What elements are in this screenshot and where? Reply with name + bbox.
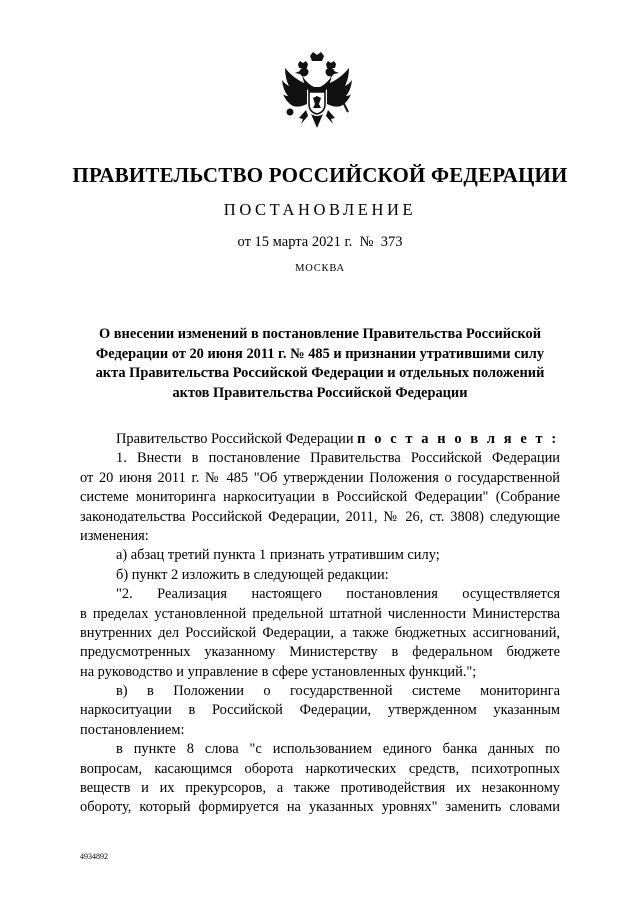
body-line: а) абзац третий пункта 1 признать утратившим силу; (116, 547, 440, 564)
government-title: ПРАВИТЕЛЬСТВО РОССИЙСКОЙ ФЕДЕРАЦИИ (72, 163, 568, 187)
subject-line: актов Правительства Российской Федерации (172, 385, 468, 402)
body-line: от 20 июня 2011 г. № 485 "Об утверждении Положения о государственной (80, 469, 560, 486)
body-line: предусмотренных указанному Министерству в федеральном бюджете (80, 644, 560, 661)
body-line: внутренних дел Российской Федерации, а также бюджетных ассигнований, (80, 624, 560, 641)
body-line: законодательства Российской Федерации, 2011, № 26, ст. 3808) следующие (80, 508, 560, 525)
body-line: постановлением: (80, 721, 185, 738)
body-line: системе мониторинга наркоситуации в Российской Федерации" (Собрание (80, 489, 560, 506)
coat-of-arms-icon (276, 50, 358, 142)
body-line: обороту, который формируется на указанных уровнях" заменить словами (80, 799, 560, 816)
body-line: изменения: (80, 527, 149, 544)
document-type: ПОСТАНОВЛЕНИЕ (223, 200, 417, 219)
body-line: наркоситуации в Российской Федерации, утвержденном указанным (80, 702, 560, 719)
body-line: вопросам, касающимся оборота наркотических средств, психотропных (80, 760, 560, 777)
document-code: 4934892 (80, 852, 108, 861)
subject-line: акта Правительства Российской Федерации и отдельных положений (95, 365, 545, 382)
body-paragraphs (80, 449, 560, 817)
body-line: "2. Реализация настоящего постановления осуществляется (116, 586, 560, 603)
body-line: на руководство и управление в сфере установленных функций."; (80, 663, 477, 680)
body-line: 1. Внести в постановление Правительства Российской Федерации (116, 450, 560, 467)
preamble-text: Правительство Российской Федерации (116, 431, 358, 447)
resolves-keyword: п о с т а н о в л я е т : (357, 431, 559, 447)
document-body (80, 430, 560, 818)
body-line: в) в Положении о государственной системе мониторинга (116, 683, 560, 700)
subject-line: Федерации от 20 июня 2011 г. № 485 и признании утратившими силу (95, 345, 545, 362)
document-city: МОСКВА (295, 263, 345, 274)
document-subject (60, 325, 580, 404)
preamble-line (80, 430, 560, 449)
body-line: б) пункт 2 изложить в следующей редакции: (116, 566, 389, 583)
subject-line: О внесении изменений в постановление Правительства Российской (98, 326, 542, 342)
body-line: веществ и их прекурсоров, а также противодействия их незаконному (80, 780, 560, 797)
body-line: в пункте 8 слова "с использованием единого банка данных по (116, 741, 560, 758)
body-line: в пределах установленной предельной штатной численности Министерства (80, 605, 560, 622)
document-date-number: от 15 марта 2021 г. № 373 (237, 234, 403, 250)
